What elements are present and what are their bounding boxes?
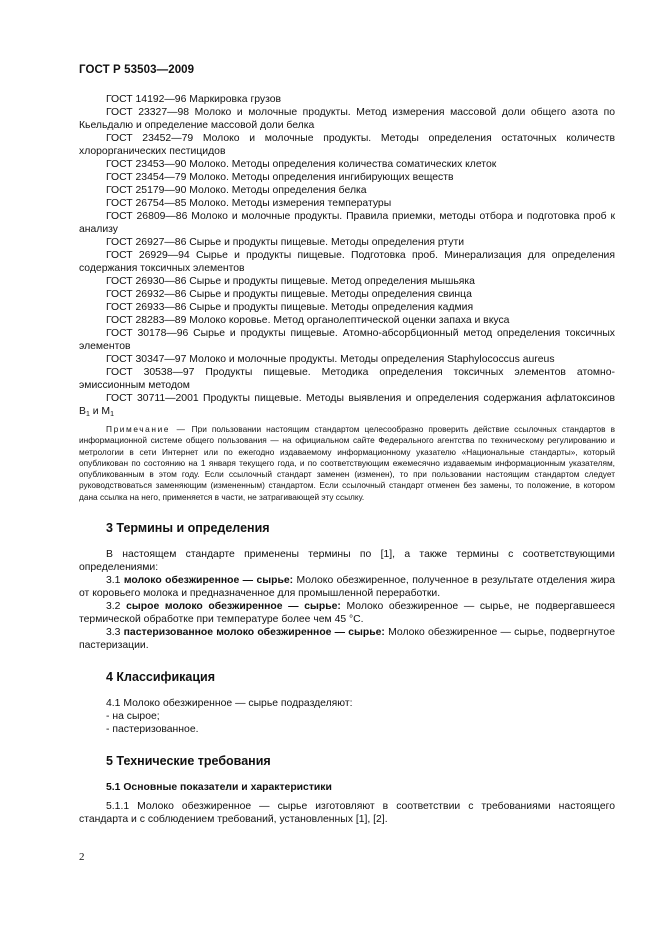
- section-5-1-title: 5.1 Основные показатели и характеристики: [106, 782, 332, 794]
- reference-text: и M: [89, 406, 111, 417]
- document-body: [79, 93, 615, 826]
- section-5-1-1: 5.1.1 Молоко обезжиренное — сырье изготовляют в соответствии с требованиями настоящего стандарта и с соблюдением требований, установленных [1], [2].: [79, 801, 615, 826]
- references-list: [79, 93, 615, 418]
- list-item: - пастеризованное.: [106, 724, 199, 736]
- term-number: 3.3: [106, 627, 124, 639]
- reference-item: ГОСТ 14192—96 Маркировка грузов: [106, 94, 282, 105]
- reference-item-aflatoxins: [79, 392, 615, 418]
- reference-item: ГОСТ 26929—94 Сырье и продукты пищевые. Подготовка проб. Минерализация для определения содержания токсичных элементов: [79, 250, 615, 274]
- reference-item: ГОСТ 23452—79 Молоко и молочные продукты. Методы определения остаточных количеств хлорорганических пестицидов: [79, 133, 615, 157]
- term-name: пастеризованное молоко обезжиренное — сырье:: [123, 627, 385, 639]
- term-3-1: [79, 574, 615, 600]
- reference-item: ГОСТ 26933—86 Сырье и продукты пищевые. Методы определения кадмия: [106, 302, 474, 313]
- list-item: - на сырое;: [106, 711, 160, 723]
- reference-item: ГОСТ 30178—96 Сырье и продукты пищевые. Атомно-абсорбционный метод определения токсичных элементов: [79, 328, 615, 352]
- section-5-title: 5 Технические требования: [106, 754, 271, 769]
- section-4-intro: 4.1 Молоко обезжиренное — сырье подразделяют:: [106, 698, 353, 710]
- note: [79, 424, 615, 503]
- reference-item: ГОСТ 26930—86 Сырье и продукты пищевые. Метод определения мышьяка: [106, 276, 475, 287]
- reference-item: ГОСТ 26754—85 Молоко. Методы измерения температуры: [106, 198, 392, 209]
- section-4-title: 4 Классификация: [106, 670, 216, 685]
- term-definition: Молоко обезжиренное — сырье, не подвергавшееся термической обработке при температуре более чем 45 °С.: [79, 601, 615, 626]
- term-name: молоко обезжиренное — сырье:: [123, 575, 294, 587]
- section-3-intro: В настоящем стандарте применены термины по [1], а также термины с соответствующими определениями:: [79, 549, 615, 574]
- term-definition: Молоко обезжиренное — сырье, подвергнутое пастеризации.: [79, 627, 615, 652]
- term-number: 3.2: [106, 601, 127, 613]
- reference-item: ГОСТ 26809—86 Молоко и молочные продукты. Правила приемки, методы отбора и подготовка проб к анализу: [79, 211, 615, 235]
- section-3-title: 3 Термины и определения: [106, 521, 270, 536]
- term-3-3: [79, 626, 615, 652]
- reference-item: ГОСТ 26932—86 Сырье и продукты пищевые. Методы определения свинца: [106, 289, 472, 300]
- term-name: сырое молоко обезжиренное — сырье:: [126, 601, 341, 613]
- term-3-2: [79, 600, 615, 626]
- note-text: При пользовании настоящим стандартом целесообразно проверить действие ссылочных стандартов в информационной системе общего пользования — на официальном сайте Федерального агентства по техническому регулированию и метрологии в сети Интернет или по ежегодно издаваемому информационному указателю «Национальные стандарты», который опубликован по состоянию на 1 января текущего года, и по соответствующим ежемесячно издаваемым информационным указателям, опубликованным в этом году. Если ссылочный стандарт заменен (изменен), то при пользовании настоящим стандартом следует руководствоваться заменяющим (измененным) стандартом. Если ссылочный стандарт отменен без замены, то положение, в котором дана ссылка на него, применяется в части, не затрагивающей эту ссылку.: [79, 424, 615, 502]
- reference-text: ГОСТ 30711—2001 Продукты пищевые. Методы выявления и определения содержания афлатоксинов B: [79, 393, 615, 417]
- subscript: 1: [85, 411, 90, 418]
- reference-item: ГОСТ 23454—79 Молоко. Методы определения ингибирующих веществ: [106, 172, 454, 183]
- reference-item: ГОСТ 30347—97 Молоко и молочные продукты. Методы определения Staphylococcus aureus: [106, 354, 555, 365]
- reference-item: ГОСТ 23453—90 Молоко. Методы определения количества соматических клеток: [106, 159, 497, 170]
- reference-item: ГОСТ 25179—90 Молоко. Методы определения белка: [106, 185, 367, 196]
- term-number: 3.1: [106, 575, 124, 587]
- subscript: 1: [110, 411, 114, 418]
- reference-item: ГОСТ 26927—86 Сырье и продукты пищевые. Методы определения ртути: [106, 237, 465, 248]
- note-label: Примечание —: [106, 424, 187, 434]
- document-header: ГОСТ Р 53503—2009: [79, 64, 195, 76]
- page-number: 2: [79, 851, 85, 863]
- reference-item: ГОСТ 28283—89 Молоко коровье. Метод органолептической оценки запаха и вкуса: [106, 315, 510, 326]
- reference-item: ГОСТ 23327—98 Молоко и молочные продукты. Метод измерения массовой доли общего азота по Кьельдалю и определение массовой доли белка: [79, 107, 615, 131]
- reference-item: ГОСТ 30538—97 Продукты пищевые. Методика определения токсичных элементов атомно-эмиссионным методом: [79, 367, 615, 391]
- term-definition: Молоко обезжиренное, полученное в результате отделения жира от коровьего молока и предназначенное для промышленной переработки.: [79, 575, 615, 600]
